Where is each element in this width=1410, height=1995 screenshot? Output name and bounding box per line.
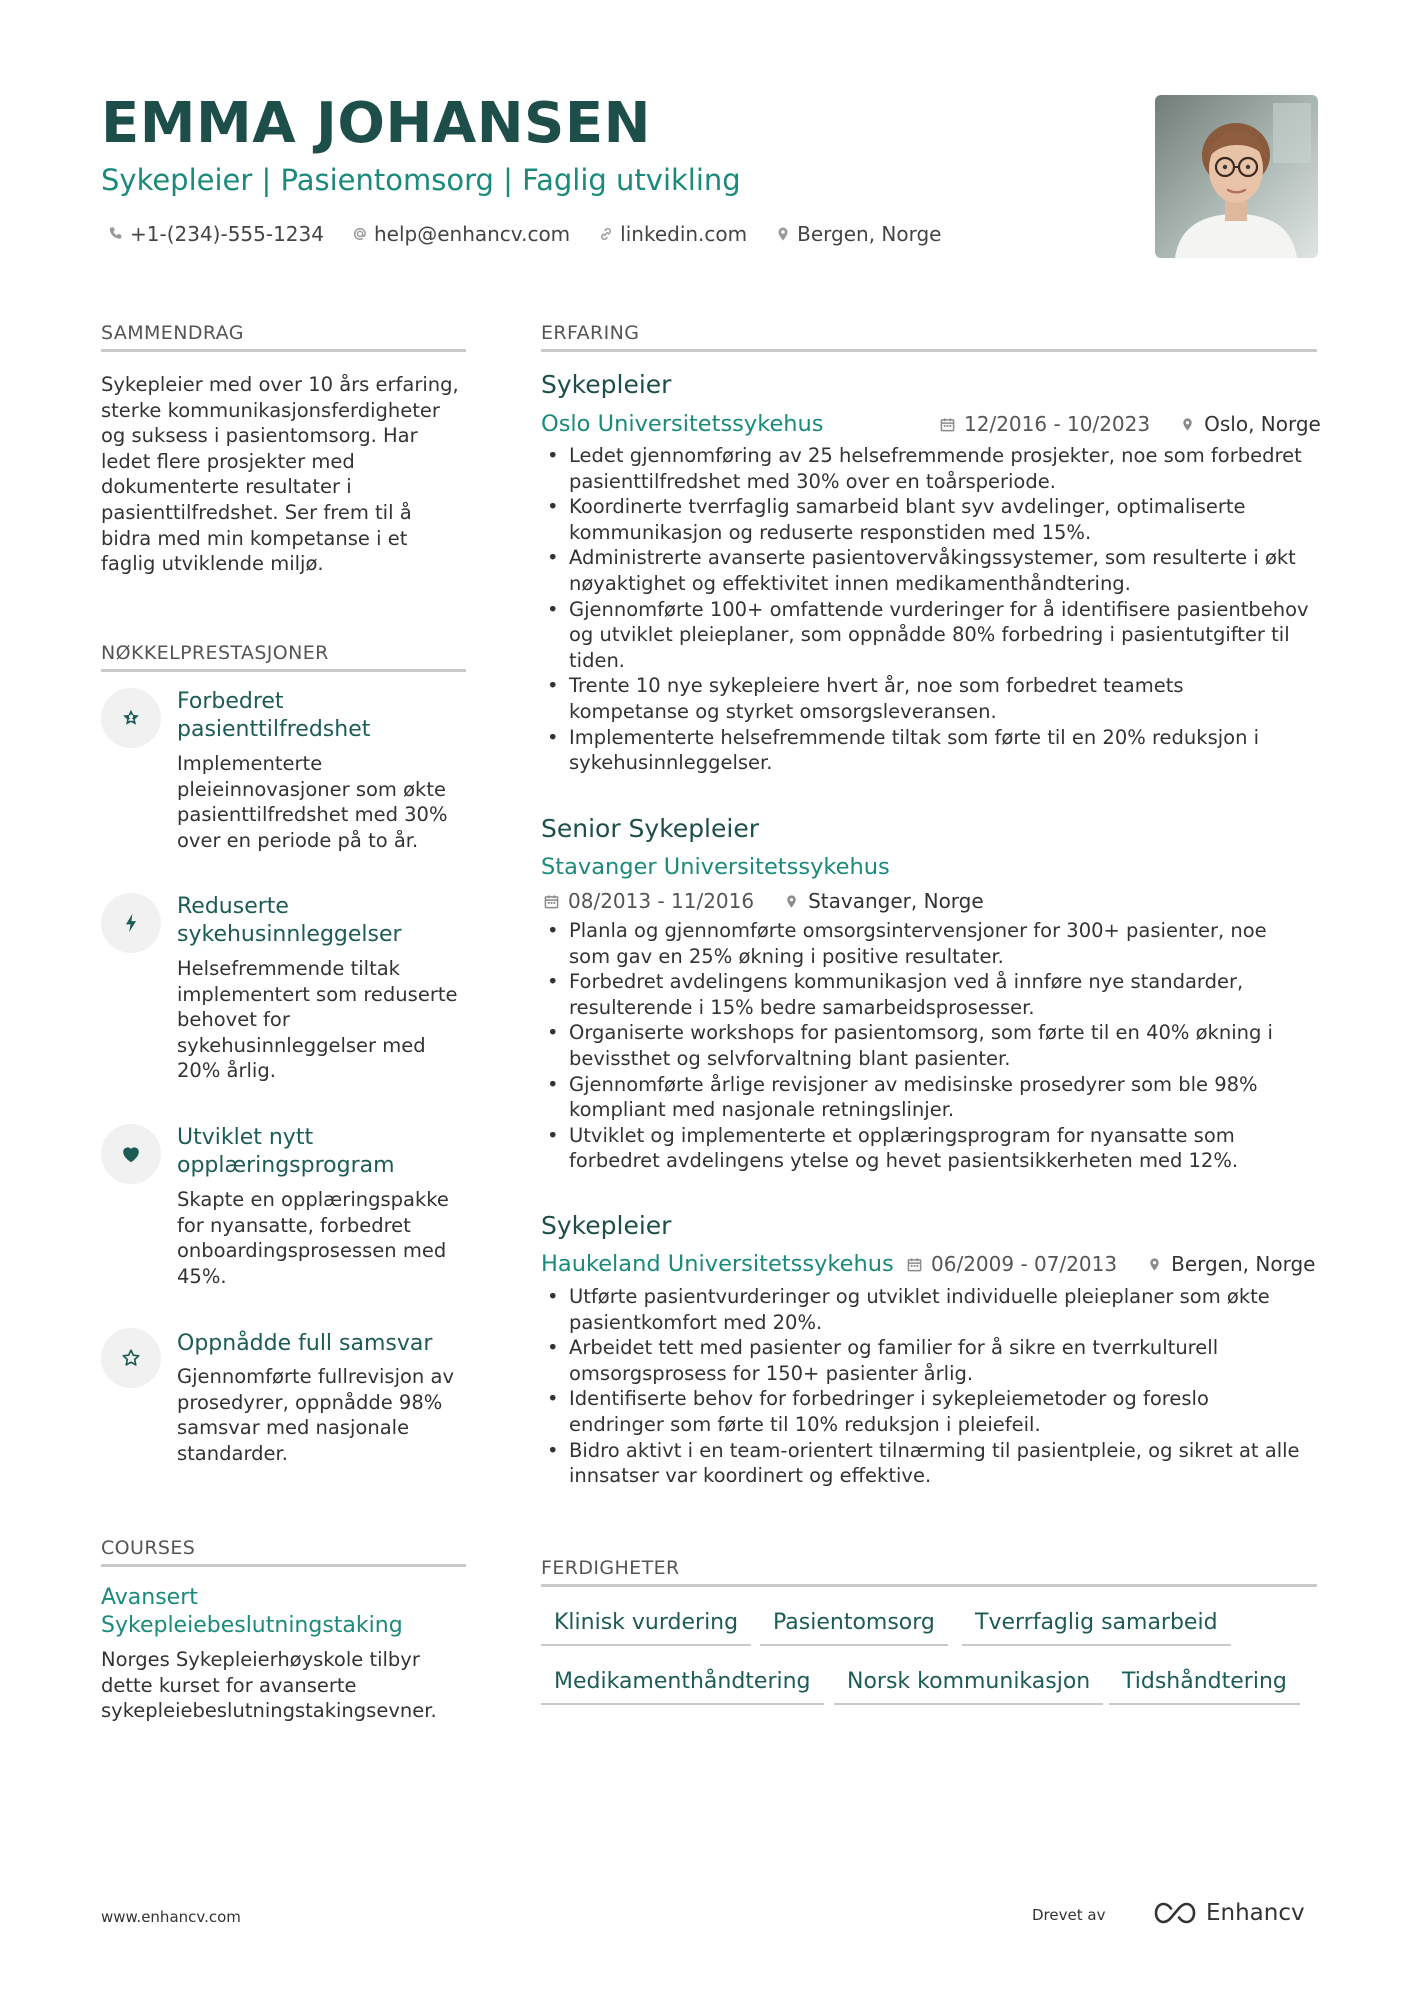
achievement-desc-line: Helsefremmende tiltak — [177, 957, 400, 980]
achievement-desc-line: standarder. — [177, 1441, 288, 1465]
candidate-name: EMMA JOHANSEN — [101, 91, 652, 156]
job-bullet: • Bidro aktivt i en team-orientert tilnærming til pasientpleie, og sikret at alle innsatser var koordinert og effektive. — [541, 1438, 1331, 1489]
location-text: Bergen, Norge — [797, 222, 942, 246]
job-bullet: • Koordinerte tverrfaglig samarbeid blant syv avdelinger, optimaliserte kommunikasjon og reduserte responstiden med 15%. — [541, 494, 1331, 545]
achievement-desc-line: onboardingsprosessen med — [177, 1239, 447, 1263]
course-desc-line: dette kurset for avanserte — [101, 1673, 357, 1697]
achievement-desc-line: Implementerte — [177, 752, 323, 775]
achievement-title — [177, 1124, 467, 1180]
achievement-desc-line: for nyansatte, forbedret — [177, 1213, 411, 1237]
course-desc — [101, 1647, 481, 1724]
job-bullet: • Arbeidet tett med pasienter og familier for å sikre en tverrkulturell omsorgsprosess for 150+ pasienter årlig. — [541, 1335, 1331, 1386]
achievement-desc-line: samsvar med nasjonale — [177, 1416, 410, 1440]
enhancv-logo[interactable] — [1152, 1900, 1305, 1926]
achievement-desc-line: behovet for — [177, 1008, 290, 1032]
job-bullet: • Utviklet og implementerte et opplæringsprogram for nyansatte som forbedret avdelingens ytelse og hevet pasientsikkerheten med 12%. — [541, 1123, 1331, 1174]
heart-icon — [120, 1143, 142, 1165]
achievement-title-line: Reduserte — [177, 894, 289, 919]
footer-powered-by: Drevet av — [1032, 1906, 1106, 1924]
achievement-desc-line: 45%. — [177, 1264, 227, 1288]
linkedin-text: linkedin.com — [620, 222, 748, 246]
achievement-title — [177, 688, 467, 744]
skill-tag: Pasientomsorg — [760, 1608, 948, 1646]
enhancv-logo-icon — [1152, 1900, 1198, 1926]
summary-line: og suksess i pasientomsorg. Har — [101, 424, 418, 448]
email-text: help@enhancv.com — [373, 222, 571, 246]
summary-section-title: SAMMENDRAG — [101, 321, 466, 352]
skill-tag: Medikamenthåndtering — [541, 1667, 824, 1705]
job-location: Bergen, Norge — [1171, 1252, 1316, 1276]
achievement-desc-line: over en periode på to år. — [177, 828, 419, 852]
achievement-icon-wrap — [101, 893, 161, 953]
lightning-icon — [120, 912, 142, 934]
location-pin-icon — [1180, 417, 1195, 432]
achievement-desc-line: prosedyrer, oppnådde 98% — [177, 1390, 443, 1414]
location-pin-icon — [784, 894, 799, 909]
job-dates: 06/2009 - 07/2013 — [931, 1252, 1118, 1276]
summary-line: bidra med min kompetanse i et — [101, 526, 408, 550]
job-bullet: • Forbedret avdelingens kommunikasjon ved å innføre nye standarder, resulterende i 15% bedre samarbeidsprosesser. — [541, 969, 1331, 1020]
achievement-desc-line: pleieinnovasjoner som økte — [177, 777, 446, 801]
job-company: Oslo Universitetssykehus — [541, 411, 824, 437]
contact-linkedin[interactable] — [598, 222, 747, 246]
calendar-icon — [907, 1257, 922, 1272]
skill-tag: Tverrfaglig samarbeid — [962, 1608, 1231, 1646]
job-location: Oslo, Norge — [1204, 412, 1321, 436]
footer-url[interactable]: www.enhancv.com — [101, 1908, 241, 1926]
phone-text: +1-(234)-555-1234 — [130, 222, 324, 246]
summary-line: Sykepleier med over 10 års erfaring, — [101, 373, 459, 396]
job-bullet: • Implementerte helsefremmende tiltak som førte til en 20% reduksjon i sykehusinnleggelser. — [541, 725, 1331, 776]
skills-section-title: FERDIGHETER — [541, 1556, 1317, 1587]
achievement-desc-line: implementert som reduserte — [177, 982, 458, 1006]
summary-text — [101, 372, 471, 577]
job-title: Sykepleier — [541, 1211, 672, 1240]
link-icon — [598, 226, 614, 242]
job-bullets — [541, 918, 1331, 1174]
achievement-desc-line: pasienttilfredshet med 30% — [177, 803, 448, 827]
course-desc-line: sykepleiebeslutningstakingsevner. — [101, 1699, 437, 1723]
achievement-item — [101, 1328, 466, 1478]
achievement-title-line: Forbedret — [177, 689, 284, 714]
contact-email[interactable] — [352, 222, 570, 246]
job-bullet: • Trente 10 nye sykepleiere hvert år, noe som forbedret teamets kompetanse og styrket omsorgsleveransen. — [541, 673, 1331, 724]
star-icon — [120, 1347, 142, 1369]
achievement-item — [101, 1124, 466, 1299]
summary-line: pasienttilfredshet. Ser frem til å — [101, 500, 412, 524]
course-title-line: Sykepleiebeslutningstaking — [101, 1613, 403, 1638]
contact-location — [775, 222, 941, 246]
calendar-icon — [940, 417, 955, 432]
job-bullet: • Organiserte workshops for pasientomsorg, som førte til en 40% økning i bevissthet og selvforvaltning blant pasienter. — [541, 1020, 1331, 1071]
job-bullet: • Gjennomførte årlige revisjoner av medisinske prosedyrer som ble 98% kompliant med nasjonale retningslinjer. — [541, 1072, 1331, 1123]
job-meta — [940, 410, 1321, 438]
achievement-desc-line: Skapte en opplæringspakke — [177, 1188, 449, 1211]
job-bullet: • Utførte pasientvurderinger og utviklet individuelle pleieplaner som økte pasientkomfort med 20%. — [541, 1284, 1331, 1335]
job-title: Senior Sykepleier — [541, 814, 759, 843]
summary-line: sterke kommunikasjonsferdigheter — [101, 398, 440, 422]
achievement-desc-line: sykehusinnleggelser med — [177, 1033, 426, 1057]
star-person-icon — [120, 707, 142, 729]
summary-line: dokumenterte resultater i — [101, 475, 352, 499]
job-bullet: • Gjennomførte 100+ omfattende vurderinger for å identifisere pasientbehov og utviklet pleieplaner, som oppnådde 80% forbedring i pasientutgifter til tiden. — [541, 597, 1331, 674]
achievement-desc — [177, 1187, 467, 1289]
job-meta — [544, 887, 984, 915]
experience-section-title: ERFARING — [541, 321, 1317, 352]
achievements-section-title: NØKKELPRESTASJONER — [101, 641, 466, 672]
achievement-title-line: Oppnådde full samsvar — [177, 1331, 433, 1356]
job-bullets — [541, 1284, 1331, 1489]
job-bullet: • Planla og gjennomførte omsorgsintervensjoner for 300+ pasienter, noe som gav en 25% økning i positive resultater. — [541, 918, 1331, 969]
achievement-desc-line: 20% årlig. — [177, 1059, 276, 1083]
course-desc-line: Norges Sykepleierhøyskole tilbyr — [101, 1648, 420, 1671]
job-bullet: • Ledet gjennomføring av 25 helsefremmende prosjekter, noe som forbedret pasienttilfredshet med 30% over en toårsperiode. — [541, 443, 1331, 494]
achievement-desc — [177, 751, 467, 853]
achievement-desc — [177, 1364, 467, 1466]
headline: Sykepleier | Pasientomsorg | Faglig utvikling — [101, 163, 741, 197]
contact-bar — [108, 219, 969, 249]
job-company: Haukeland Universitetssykehus — [541, 1251, 894, 1277]
at-icon — [352, 226, 368, 242]
achievement-icon-wrap — [101, 1328, 161, 1388]
skill-tag: Klinisk vurdering — [541, 1608, 751, 1646]
achievement-title-line: sykehusinnleggelser — [177, 922, 402, 947]
achievement-item — [101, 893, 466, 1093]
contact-phone[interactable] — [108, 222, 324, 246]
summary-line: faglig utviklende miljø. — [101, 552, 324, 576]
achievement-icon-wrap — [101, 688, 161, 748]
achievement-title — [177, 1330, 467, 1358]
skill-tag: Tidshåndtering — [1109, 1667, 1300, 1705]
enhancv-logo-text: Enhancv — [1206, 1900, 1305, 1926]
location-pin-icon — [1147, 1257, 1162, 1272]
job-bullet: • Identifiserte behov for forbedringer i sykepleiemetoder og foreslo endringer som førte til 10% reduksjon i pleiefeil. — [541, 1386, 1331, 1437]
profile-photo — [1155, 95, 1318, 258]
achievement-title-line: opplæringsprogram — [177, 1153, 395, 1178]
summary-line: ledet flere prosjekter med — [101, 449, 355, 473]
achievement-item — [101, 688, 466, 858]
achievement-icon-wrap — [101, 1124, 161, 1184]
skill-tag: Norsk kommunikasjon — [834, 1667, 1103, 1705]
job-dates: 12/2016 - 10/2023 — [964, 412, 1151, 436]
achievement-title — [177, 893, 467, 949]
calendar-icon — [544, 894, 559, 909]
achievement-title-line: pasienttilfredshet — [177, 717, 371, 742]
job-dates: 08/2013 - 11/2016 — [568, 889, 755, 913]
job-location: Stavanger, Norge — [808, 889, 984, 913]
job-bullet: • Administrerte avanserte pasientovervåkingssystemer, som resulterte i økt nøyaktighet og effektivitet innen medikamenthåndtering. — [541, 545, 1331, 596]
course-title-line: Avansert — [101, 1585, 198, 1610]
phone-icon — [108, 226, 124, 242]
course-title — [101, 1584, 471, 1640]
job-meta — [907, 1250, 1315, 1278]
location-pin-icon — [775, 226, 791, 242]
achievement-desc-line: Gjennomførte fullrevisjon av — [177, 1365, 454, 1388]
achievement-desc — [177, 956, 467, 1084]
job-bullets — [541, 443, 1331, 776]
achievement-title-line: Utviklet nytt — [177, 1125, 314, 1150]
job-company: Stavanger Universitetssykehus — [541, 854, 890, 880]
courses-section-title: COURSES — [101, 1536, 466, 1567]
job-title: Sykepleier — [541, 370, 672, 399]
